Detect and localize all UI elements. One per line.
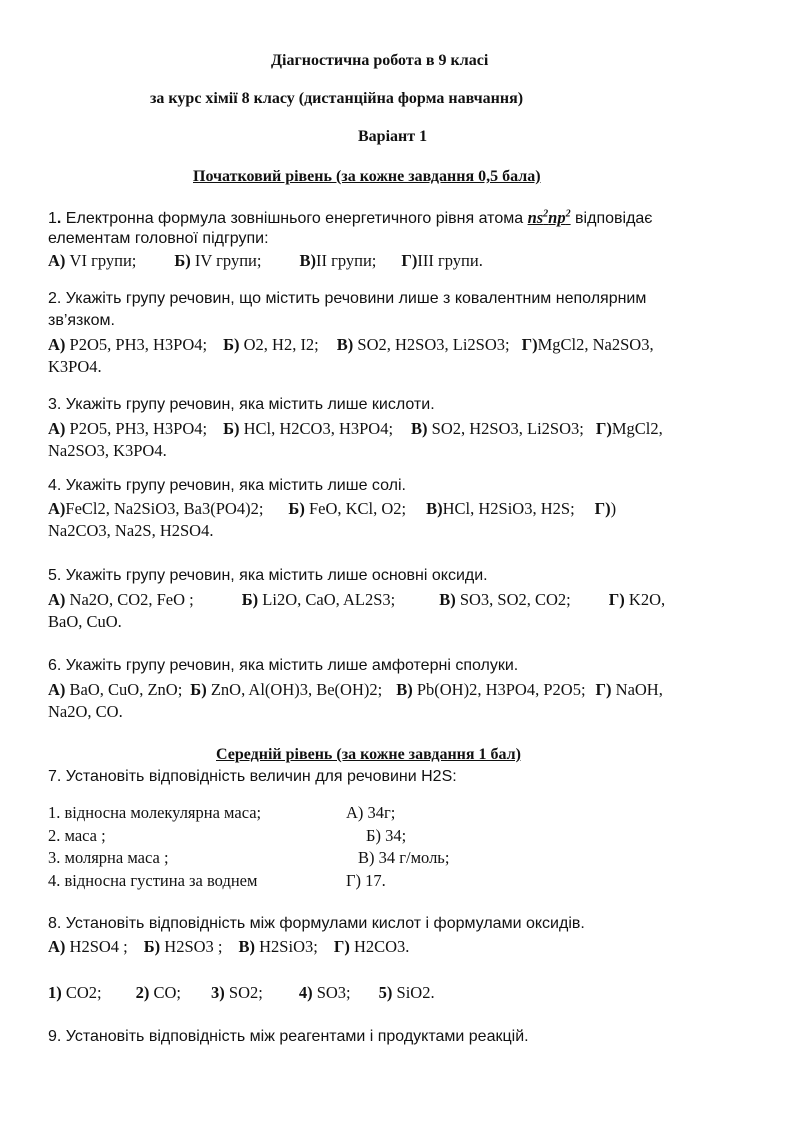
q1-line1 xyxy=(48,208,652,228)
level2-heading: Середній рівень (за кожне завдання 1 бал) xyxy=(216,746,521,763)
q2-line1: 2. Укажіть групу речовин, що містить речовини лише з ковалентним неполярним xyxy=(48,290,647,307)
q9-line1: 9. Установіть відповідність між реагентами і продуктами реакцій. xyxy=(48,1028,529,1045)
document-subtitle: за курс хімії 8 класу (дистанційна форма навчання) xyxy=(150,90,524,107)
q7-right-d: Г) 17. xyxy=(346,871,386,890)
q1-text: Електронна формула зовнішнього енергетичного рівня атома xyxy=(61,210,528,227)
level1-heading: Початковий рівень (за кожне завдання 0,5 бала) xyxy=(193,168,541,185)
q6-line1: 6. Укажіть групу речовин, яка містить лише амфотерні сполуки. xyxy=(48,657,519,674)
q5-options-line2: BaO, CuO. xyxy=(48,612,122,631)
q7-left-2: 2. маса ; xyxy=(48,826,106,845)
q2-line2: зв’язком. xyxy=(48,312,115,329)
q5-line1: 5. Укажіть групу речовин, яка містить лише основні оксиди. xyxy=(48,567,488,584)
q4-options: А)FeCl2, Na2SiO3, Ba3(PO4)2; Б) FeO, KCl, O2; В)HCl, H2SiO3, H2S; Г)) xyxy=(48,499,617,518)
q6-options: А) BaO, CuO, ZnO; Б) ZnO, Al(OH)3, Be(OH)2; В) Pb(OH)2, H3PO4, P2O5; Г) NaOH, xyxy=(48,680,663,699)
q1-text-end: відповідає xyxy=(570,210,653,227)
q3-options-line2: Na2SO3, K3PO4. xyxy=(48,441,167,460)
q8-oxides: 1) CO2; 2) CO; 3) SO2; 4) SO3; 5) SiO2. xyxy=(48,983,435,1002)
q8-line1: 8. Установіть відповідність між формулами кислот і формулами оксидів. xyxy=(48,915,585,932)
q5-options: А) Na2O, CO2, FeO ; Б) Li2O, CaO, AL2S3; В) SO3, SO2, CO2; Г) K2O, xyxy=(48,590,666,609)
q1-dot: . xyxy=(56,210,62,227)
q7-left-1: 1. відносна молекулярна маса; xyxy=(48,803,262,822)
q4-line1: 4. Укажіть групу речовин, яка містить лише солі. xyxy=(48,477,406,494)
document-title: Діагностична робота в 9 класі xyxy=(271,52,489,69)
q3-line1: 3. Укажіть групу речовин, яка містить лише кислоти. xyxy=(48,396,435,413)
q1-number: 1 xyxy=(48,210,57,227)
q6-options-line2: Na2O, CO. xyxy=(48,702,123,721)
q7-right-b: Б) 34; xyxy=(366,826,407,845)
q8-acids: А) H2SO4 ; Б) H2SO3 ; В) H2SiO3; Г) H2CO3. xyxy=(48,937,410,956)
q7-right-a: А) 34г; xyxy=(346,803,396,822)
q3-options: А) P2O5, PH3, H3PO4; Б) HCl, H2CO3, H3PO4; В) SO2, H2SO3, Li2SO3; Г)MgCl2, xyxy=(48,419,663,438)
q7-right-c: В) 34 г/моль; xyxy=(358,848,450,867)
q1-options: А) VI групи; Б) IV групи; В)ІІ групи; Г)ІІІ групи. xyxy=(48,251,483,270)
q1-line2: елементам головної підгрупи: xyxy=(48,230,269,247)
q2-options-line2: K3PO4. xyxy=(48,357,102,376)
q4-options-line2: Na2CO3, Na2S, H2SO4. xyxy=(48,521,214,540)
q7-left-3: 3. молярна маса ; xyxy=(48,848,169,867)
variant-label: Варіант 1 xyxy=(358,128,428,145)
q7-left-4: 4. відносна густина за воднем xyxy=(48,871,258,890)
q2-options: А) P2O5, PH3, H3PO4; Б) O2, H2, I2; В) SO2, H2SO3, Li2SO3; Г)MgCl2, Na2SO3, xyxy=(48,335,654,354)
q1-formula: $ns^2np^2$ xyxy=(527,208,571,227)
q7-line1: 7. Установіть відповідність величин для речовини H2S: xyxy=(48,768,457,785)
